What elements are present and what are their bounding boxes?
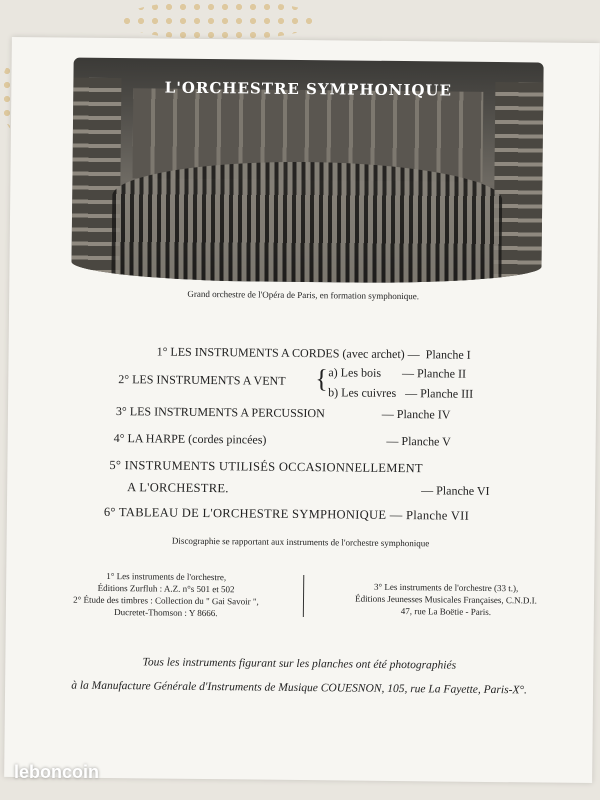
watermark-logo: leboncoin [14, 762, 99, 782]
discography-right: 3° Les instruments de l'orchestre (33 t.), Éditions Jeunesses Musicales Françaises, C.N.D.I. 47, rue La Boëtie - Paris. [355, 581, 537, 617]
contents-item-2: 2° LES INSTRUMENTS A VENT [118, 372, 286, 388]
photo-credit-line1: Tous les instruments figurant sur les planches ont été photographiés [142, 656, 457, 672]
contents-item-2b: b) Les cuivres — Planche III [328, 385, 474, 401]
contents-item-1: 1° LES INSTRUMENTS A CORDES (avec archet) — Planche I [156, 344, 471, 362]
brace: { [315, 364, 328, 394]
contents-item-5-line2: A L'ORCHESTRE. [127, 480, 229, 496]
contents-item-5: 5° INSTRUMENTS UTILISÉS OCCASIONNELLEMENT [109, 457, 423, 476]
contents-item-2a: a) Les bois — Planche II [328, 365, 467, 381]
contents-item-3: 3° LES INSTRUMENTS A PERCUSSION — Planche IV [115, 404, 451, 422]
contents-item-5-plate: — Planche VI [421, 483, 490, 498]
document-page [4, 37, 600, 783]
discography-title: Discographie se rapportant aux instruments de l'orchestre symphonique [171, 535, 430, 549]
column-divider [303, 575, 304, 617]
orchestra-photo [71, 58, 543, 285]
tablecloth-pattern [120, 0, 320, 40]
photo-caption: Grand orchestre de l'Opéra de Paris, en formation symphonique. [187, 288, 420, 302]
photo-title: L'ORCHESTRE SYMPHONIQUE [164, 78, 453, 100]
photo-credit-line2: à la Manufacture Générale d'Instruments de Musique COUESNON, 105, rue La Fayette, Paris-X°. [71, 679, 527, 697]
discography-left: 1° Les instruments de l'orchestre, Éditions Zurfluh : A.Z. n°s 501 et 502 2° Étude des timbres : Collection du " Gai Savoir ", Ducretet-Thomson : Y 8666. [73, 570, 259, 619]
contents-item-6: 6° TABLEAU DE L'ORCHESTRE SYMPHONIQUE — Planche VII [103, 504, 470, 523]
contents-item-4: 4° LA HARPE (cordes pincées) — Planche V [113, 431, 451, 449]
